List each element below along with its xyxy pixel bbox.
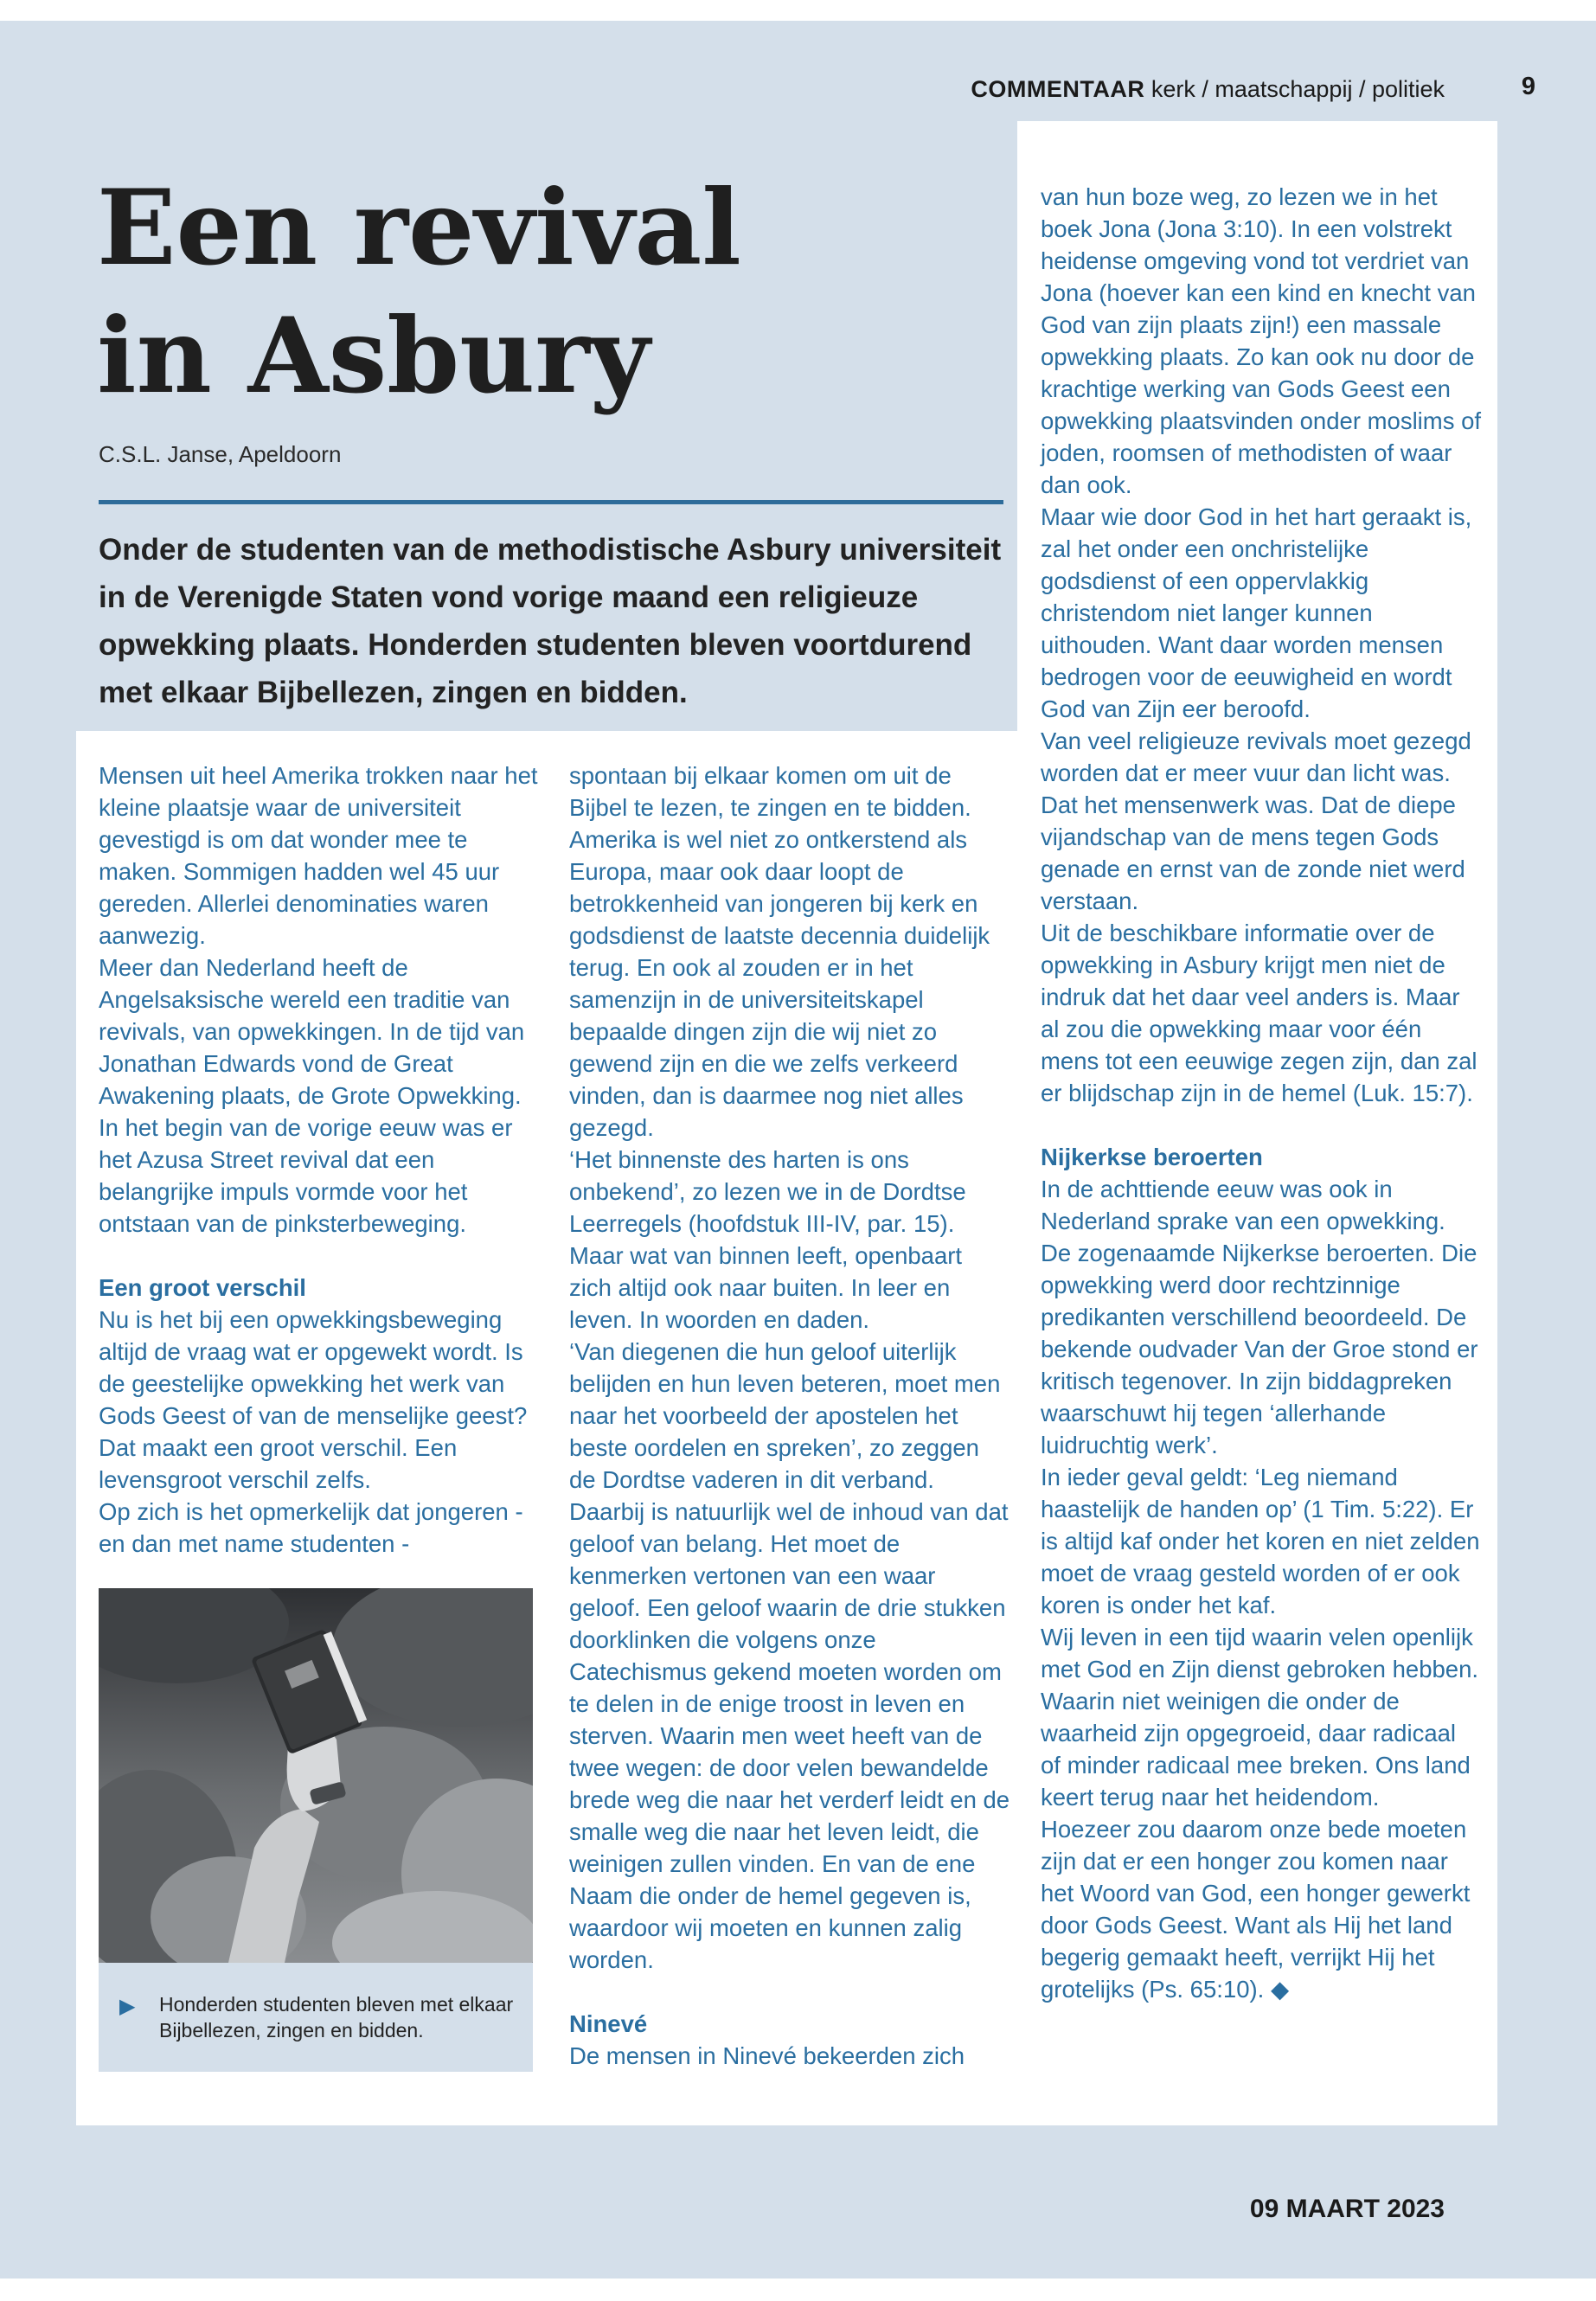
paragraph: Meer dan Nederland heeft de Angelsaksische wereld een traditie van revivals, van opwekkingen. In de tijd van Jonathan Edwards vond de Great Awakening plaats, de Grote Opwekking. In het begin van de vorige eeuw was er het Azusa Street revival dat een belangrijke impuls vormde voor het ontstaan van de pinksterbeweging. xyxy=(99,954,525,1237)
paragraph: ‘Van diegenen die hun geloof uiterlijk belijden en hun leven beteren, moet men naar het voorbeeld der apostelen het beste oordelen en spreken’, zo zeggen de Dordtse vaderen in dit verband. Daarbij is natuurlijk wel de inhoud van dat geloof van belang. Het moet de kenmerken vertonen van een waar geloof. Een geloof waarin de drie stukken doorklinken die volgens onze Catechismus gekend moeten worden om te delen in de enige troost in leven en sterven. Waarin men weet heeft van de twee wegen: de door velen bewandelde brede weg die naar het verderf leidt en de smalle weg die naar het leven leidt, die weinigen zullen vinden. En van de ene Naam die onder de hemel gegeven is, waardoor wij moeten en kunnen zalig worden. xyxy=(569,1338,1010,1973)
article-photo xyxy=(99,1588,533,1963)
column-2 xyxy=(569,760,1010,2072)
paragraph: In de achttiende eeuw was ook in Nederland sprake van een opwekking. De zogenaamde Nijkerkse beroerten. Die opwekking werd door rechtzinnige predikanten verschillend beoordeeld. De bekende oudvader Van der Groe stond er kritisch tegenover. In zijn biddagpreken waarschuwt hij tegen ‘allerhande luidruchtig werk’. xyxy=(1041,1176,1478,1458)
title-line-1: Een revival xyxy=(97,167,741,289)
page-number: 9 xyxy=(1521,73,1536,100)
paragraph: van hun boze weg, zo lezen we in het boek Jona (Jona 3:10). In een volstrekt heidense omgeving vond tot verdriet van Jona (hoever kan een kind en knecht van God van zijn plaats zijn!) een massale opwekking plaats. Zo kan ook nu door de krachtige werking van Gods Geest een opwekking plaatsvinden onder moslims of joden, roomsen of methodisten of waar dan ook. xyxy=(1041,183,1482,498)
page-header xyxy=(971,76,1445,103)
paragraph: Wij leven in een tijd waarin velen openlijk met God en Zijn dienst gebroken hebben. Waarin niet weinigen die onder de waarheid zijn opgegroeid, daar radicaal of minder radicaal mee breken. Ons land keert terug naar het heidendom. xyxy=(1041,1624,1479,1811)
photo-caption: Honderden studenten bleven met elkaar Bijbellezen, zingen en bidden. xyxy=(159,1993,514,2041)
paragraph: ‘Het binnenste des harten is ons onbekend’, zo lezen we in de Dordtse Leerregels (hoofdstuk III-IV, par. 15). Maar wat van binnen leeft, openbaart zich altijd ook naar buiten. In leer en leven. In woorden en daden. xyxy=(569,1146,966,1333)
title-divider xyxy=(99,500,1003,504)
paragraph: Op zich is het opmerkelijk dat jongeren - en dan met name studenten - xyxy=(99,1498,523,1557)
title-line-2: in Asbury xyxy=(97,295,651,417)
end-mark: ◆ xyxy=(1270,1976,1290,2003)
paragraph: Van veel religieuze revivals moet gezegd worden dat er meer vuur dan licht was. Dat het mensenwerk was. Dat de diepe vijandschap van de mens tegen Gods genade en ernst van de zonde niet werd verstaan. xyxy=(1041,727,1471,914)
column-1 xyxy=(99,760,540,1560)
paragraph: In ieder geval geldt: ‘Leg niemand haastelijk de handen op’ (1 Tim. 5:22). Er is altijd kaf onder het koren en niet zelden moet de vraag gesteld worden of er ook koren is onder het kaf. xyxy=(1041,1464,1480,1618)
article-lead: Onder de studenten van de methodistische Asbury universiteit in de Verenigde Staten vond vorige maand een religieuze opwekking plaats. Honderden studenten bleven voortdurend met elkaar Bijbellezen, zingen en bidden. xyxy=(99,533,1002,709)
subheading: Nijkerkse beroerten xyxy=(1041,1144,1263,1170)
article-author: C.S.L. Janse, Apeldoorn xyxy=(99,441,342,467)
paragraph: spontaan bij elkaar komen om uit de Bijbel te lezen, te zingen en te bidden. Amerika is wel niet zo ontkerstend als Europa, maar ook daar loopt de betrokkenheid van jongeren bij kerk en godsdienst de laatste decennia duidelijk terug. En ook al zouden er in het samenzijn in de universiteitskapel bepaalde dingen zijn die wij niet zo gewend zijn en die we zelfs verkeerd vinden, dan is daarmee nog niet alles gezegd. xyxy=(569,762,990,1141)
paragraph: Mensen uit heel Amerika trokken naar het kleine plaatsje waar de universiteit gevestigd is om dat wonder mee te maken. Sommigen hadden wel 45 uur gereden. Allerlei denominaties waren aanwezig. xyxy=(99,762,538,949)
paragraph: Maar wie door God in het hart geraakt is, zal het onder een onchristelijke godsdienst of een oppervlakkig christendom niet langer kunnen uithouden. Want daar worden mensen bedrogen voor de eeuwigheid en wordt God van Zijn eer beroofd. xyxy=(1041,503,1472,722)
paragraph-text: Hoezeer zou daarom onze bede moeten zijn dat er een honger zou komen naar het Woord van God, een honger gewerkt door Gods Geest. Want als Hij het land begerig gemaakt heeft, verrijkt Hij het grotelijks (Ps. 65:10). xyxy=(1041,1816,1471,2003)
article-title xyxy=(97,164,997,420)
paragraph: De mensen in Ninevé bekeerden zich xyxy=(569,2042,965,2069)
caption-marker: ▶ xyxy=(119,1995,136,2018)
paragraph: Nu is het bij een opwekkingsbeweging altijd de vraag wat er opgewekt wordt. Is de geestelijke opwekking het werk van Gods Geest of van de menselijke geest? Dat maakt een groot verschil. Een levensgroot verschil zelfs. xyxy=(99,1306,528,1493)
paragraph xyxy=(1041,1813,1482,2005)
column-3 xyxy=(1041,181,1482,2005)
subsection-label: kerk / maatschappij / politiek xyxy=(1151,76,1445,102)
section-label: COMMENTAAR xyxy=(971,76,1145,102)
subheading: Ninevé xyxy=(569,2010,648,2037)
subheading: Een groot verschil xyxy=(99,1274,306,1301)
issue-date: 09 MAART 2023 xyxy=(1249,2195,1445,2223)
paragraph: Uit de beschikbare informatie over de opwekking in Asbury krijgt men niet de indruk dat het daar veel anders is. Maar al zou die opwekking maar voor één mens tot een eeuwige zegen zijn, dan zal er blijdschap zijn in de hemel (Luk. 15:7). xyxy=(1041,920,1477,1106)
